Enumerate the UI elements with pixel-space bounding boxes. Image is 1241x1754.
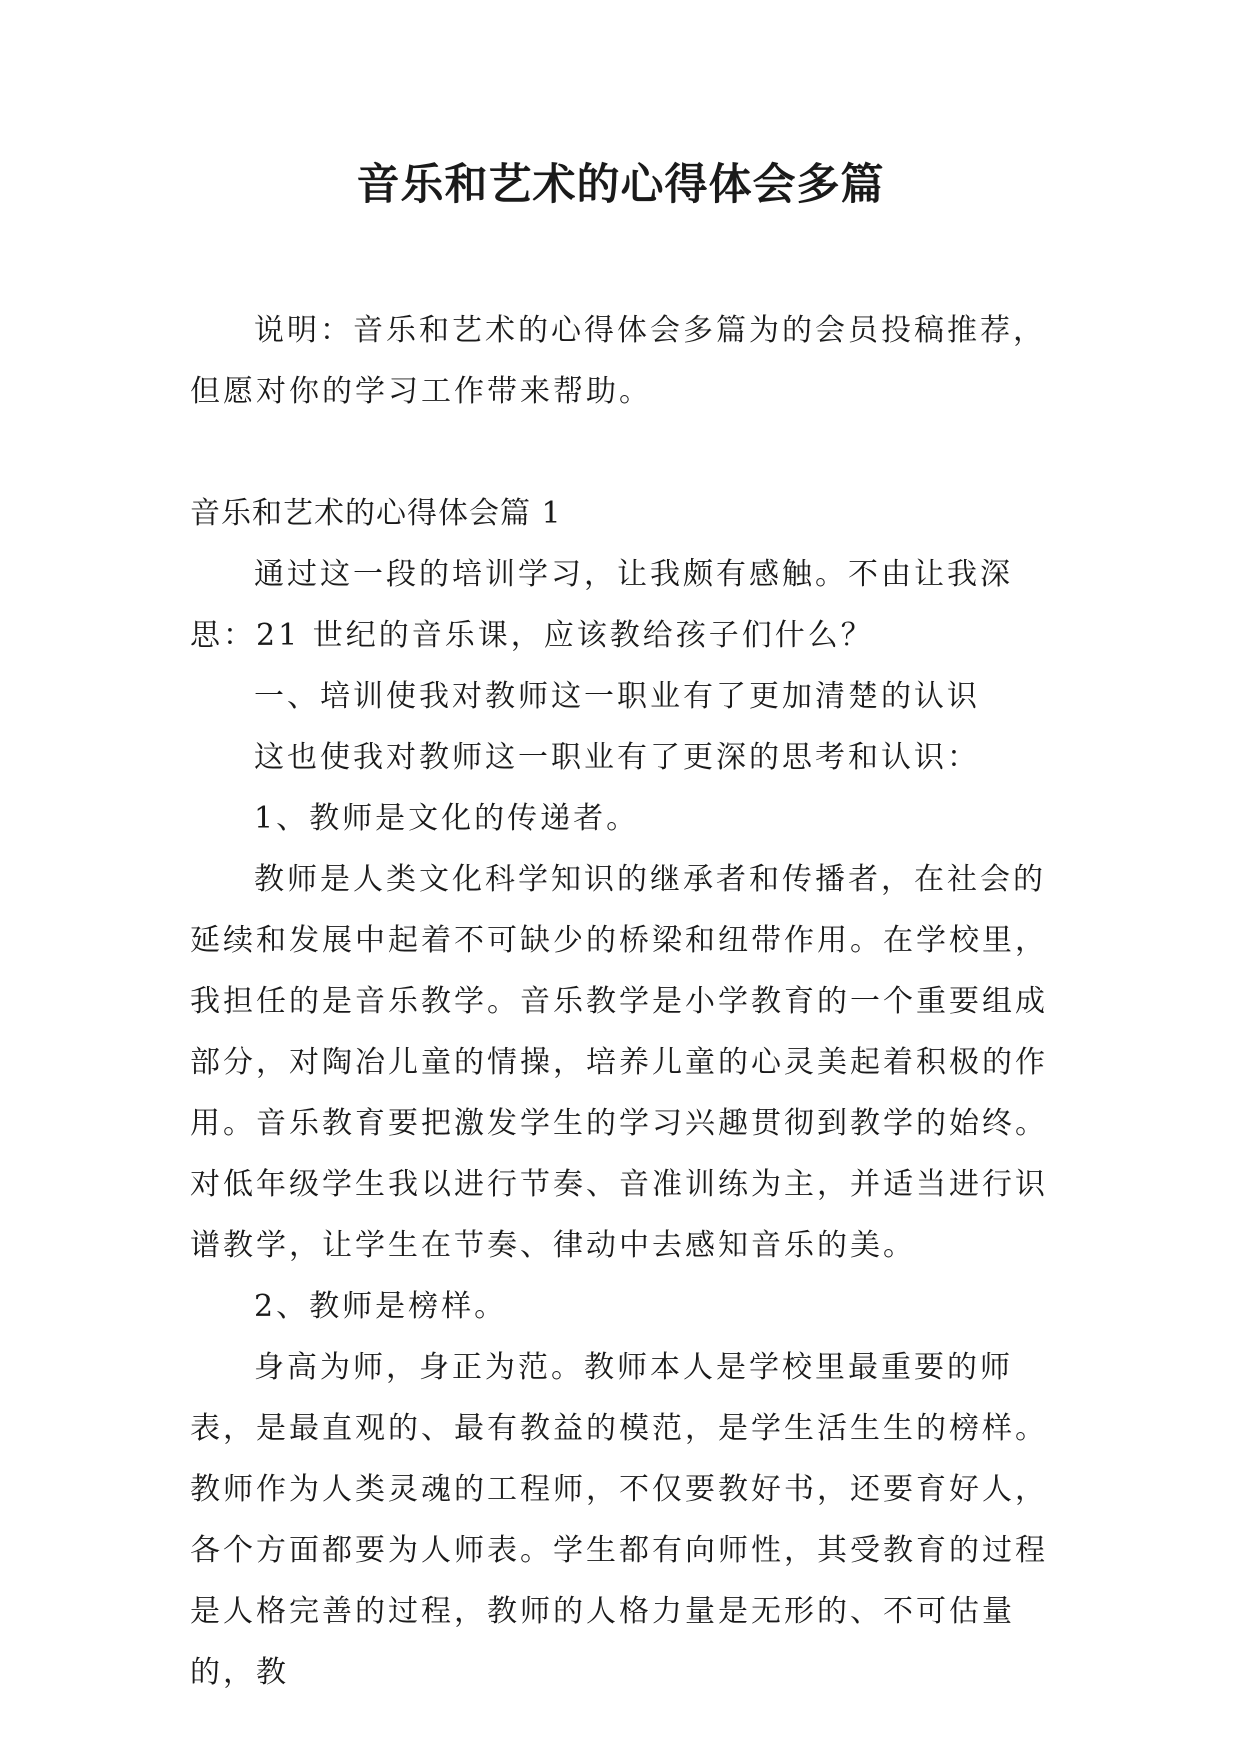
paragraph: 2、教师是榜样。 — [254, 1289, 508, 1324]
paragraph: 教师是人类文化科学知识的继承者和传播者，在社会的延续和发展中起着不可缺少的桥梁和纽带作用。在学校里，我担任的是音乐教学。音乐教学是小学教育的一个重要组成部分，对陶冶儿童的情操，培养儿童的心灵美起着积极的作用。音乐教育要把激发学生的学习兴趣贯彻到教学的始终。对低年级学生我以进行节奏、音准训练为主，并适当进行识谱教学，让学生在节奏、律动中去感知音乐的美。 — [190, 862, 1048, 1263]
paragraph: 这也使我对教师这一职业有了更深的思考和认识： — [254, 740, 980, 775]
document-title: 音乐和艺术的心得体会多篇 — [356, 160, 885, 210]
paragraph: 身高为师，身正为范。教师本人是学校里最重要的师表，是最直观的、最有教益的模范，是学生活生生的榜样。教师作为人类灵魂的工程师，不仅要教好书，还要育好人，各个方面都要为人师表。学生都有向师性，其受教育的过程是人格完善的过程，教师的人格力量是无形的、不可估量的，教 — [190, 1350, 1048, 1690]
paragraph: 1、教师是文化的传递者。 — [254, 801, 640, 836]
section-heading: 音乐和艺术的心得体会篇 1 — [190, 496, 562, 531]
document-body — [190, 300, 1065, 1703]
paragraph: 通过这一段的培训学习，让我颇有感触。不由让我深思：21 世纪的音乐课，应该教给孩子们什么？ — [190, 557, 1013, 653]
intro-note: 说明：音乐和艺术的心得体会多篇为的会员投稿推荐，但愿对你的学习工作带来帮助。 — [190, 313, 1046, 409]
paragraph: 一、培训使我对教师这一职业有了更加清楚的认识 — [254, 679, 980, 714]
